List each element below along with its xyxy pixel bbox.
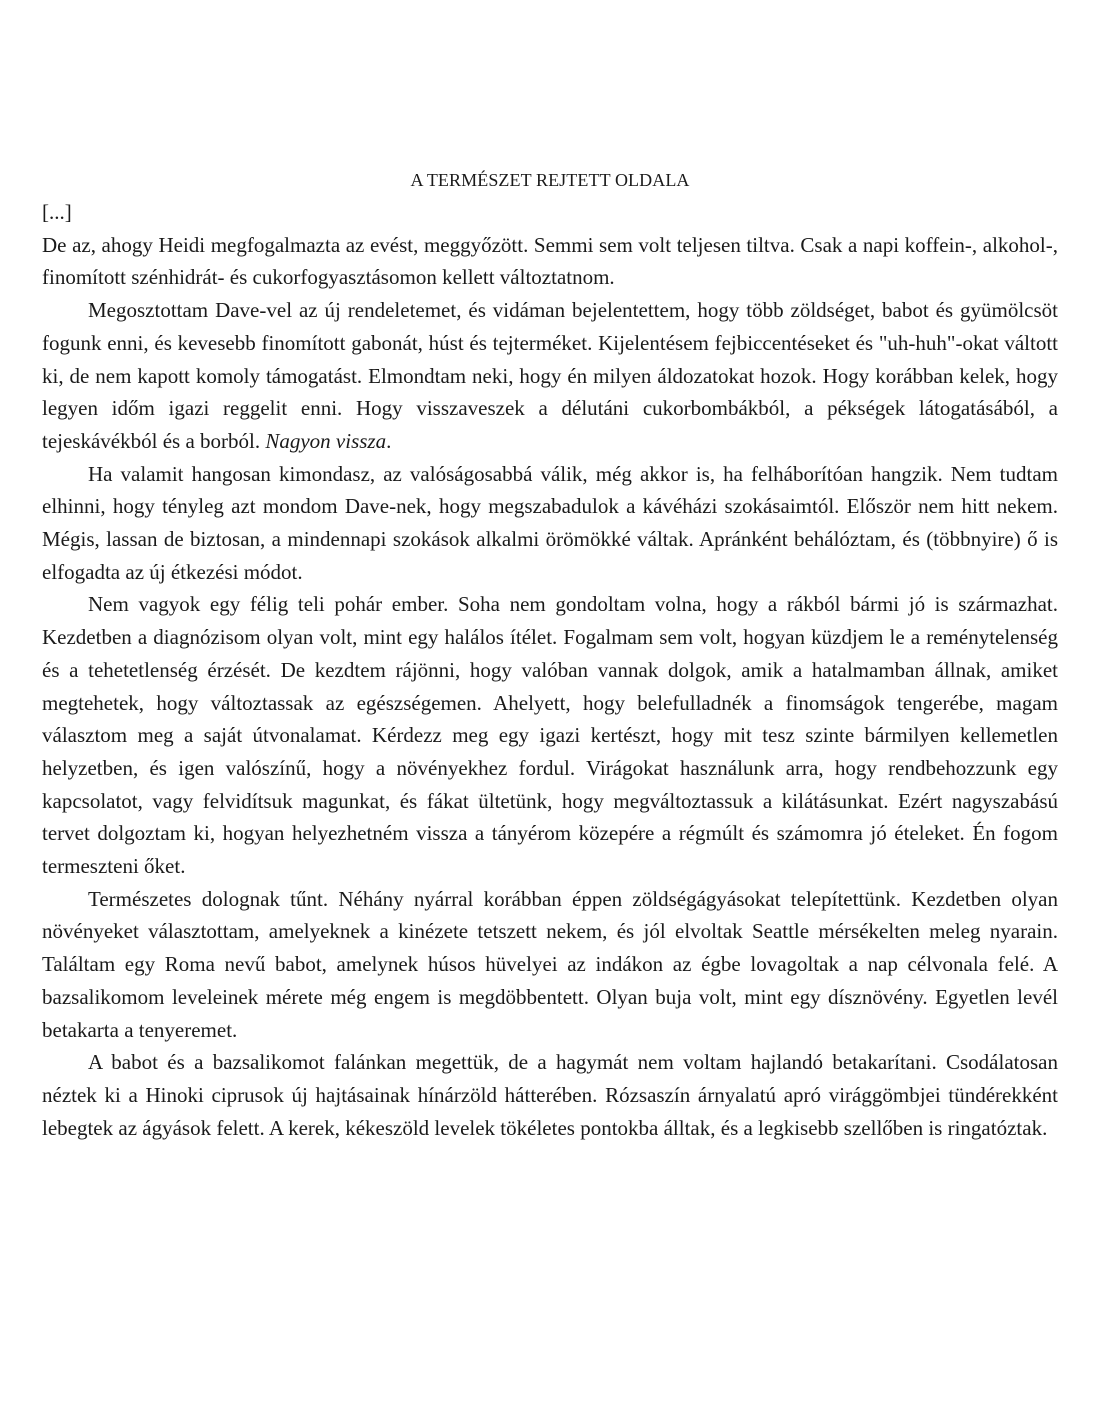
paragraph-4 (42, 588, 1058, 882)
paragraph-1 (42, 229, 1058, 294)
paragraph-6-text: A babot és a bazsalikomot falánkan megettük, de a hagymát nem voltam hajlandó betakarítani. Csodálatosan néztek ki a Hinoki ciprusok új hajtásainak hínárzöld hátterében. Rózsaszín árnyalatú apró virággömbjei tündérekként lebegtek az ágyások felett. A kerek, kékeszöld levelek tökéletes pontokba álltak, és a legkisebb szellőben is ringatóztak. (42, 1050, 1058, 1140)
paragraph-6 (42, 1046, 1058, 1144)
paragraph-1-text: De az, ahogy Heidi megfogalmazta az evést, meggyőzött. Semmi sem volt teljesen tiltva. Csak a napi koffein-, alkohol-, finomított szénhidrát- és cukorfogyasztásomon kellett változtatnom. (42, 232, 1058, 290)
paragraph-2-period: . (386, 428, 392, 453)
document-page (42, 168, 1058, 1144)
paragraph-3 (42, 458, 1058, 589)
paragraph-2 (42, 294, 1058, 458)
document-title: A TERMÉSZET REJTETT OLDALA (410, 170, 690, 190)
omission-marker: [...] (42, 200, 72, 224)
paragraph-3-text: Ha valamit hangosan kimondasz, az valóságosabbá válik, még akkor is, ha felháborítóan hangzik. Nem tudtam elhinni, hogy tényleg azt mondom Dave-nek, hogy megszabadulok a kávéházi szokásaimtól. Először nem hitt nekem. Mégis, lassan de biztosan, a mindennapi szokások alkalmi örömökké váltak. Apránként behálóztam, és (többnyire) ő is elfogadta az új étkezési módot. (42, 461, 1058, 584)
paragraph-2-text: Megosztottam Dave-vel az új rendeletemet, és vidáman bejelentettem, hogy több zöldséget, babot és gyümölcsöt fogunk enni, és kevesebb finomított gabonát, húst és tejterméket. Kijelentésem fejbiccentéseket és "uh-huh"-okat váltott ki, de nem kapott komoly támogatást. Elmondtam neki, hogy én milyen áldozatokat hozok. Hogy korábban kelek, hogy legyen időm igazi reggelit enni. Hogy visszaveszek a délutáni cukorbombákból, a pékségek látogatásából, a tejeskávékból és a borból. (42, 298, 1058, 453)
paragraph-5 (42, 883, 1058, 1047)
paragraph-4-text: Nem vagyok egy félig teli pohár ember. Soha nem gondoltam volna, hogy a rákból bármi jó is származhat. Kezdetben a diagnózisom olyan volt, mint egy halálos ítélet. Fogalmam sem volt, hogyan küzdjem le a reménytelenség és a tehetetlenség érzését. De kezdtem rájönni, hogy valóban vannak dolgok, amik a hatalmamban állnak, amiket megtehetek, hogy változtassak az egészségemen. Ahelyett, hogy belefulladnék a finomságok tengerébe, magam választom meg a saját útvonalamat. Kérdezz meg egy igazi kertészt, hogy mit tesz szinte bármilyen kellemetlen helyzetben, és igen valószínű, hogy a növényekhez fordul. Virágokat használunk arra, hogy rendbehozzunk egy kapcsolatot, vagy felvidítsuk magunkat, és fákat ültetünk, hogy megváltoztassuk a kilátásunkat. Ezért nagyszabású tervet dolgoztam ki, hogyan helyezhetném vissza a tányérom közepére a régmúlt és számomra jó ételeket. Én fogom termeszteni őket. (42, 592, 1058, 879)
paragraph-2-italic-phrase: Nagyon vissza (265, 428, 387, 453)
paragraph-5-text: Természetes dolognak tűnt. Néhány nyárral korábban éppen zöldségágyásokat telepítettünk. Kezdetben olyan növényeket választottam, amelyeknek a kinézete tetszett nekem, és jól elvoltak Seattle mérsékelten meleg nyarain. Találtam egy Roma nevű babot, amelynek húsos hüvelyei az indákon az égbe lovagoltak a nap célvonala felé. A bazsalikomom leveleinek mérete még engem is megdöbbentett. Olyan buja volt, mint egy dísznövény. Egyetlen levél betakarta a tenyeremet. (42, 886, 1058, 1042)
